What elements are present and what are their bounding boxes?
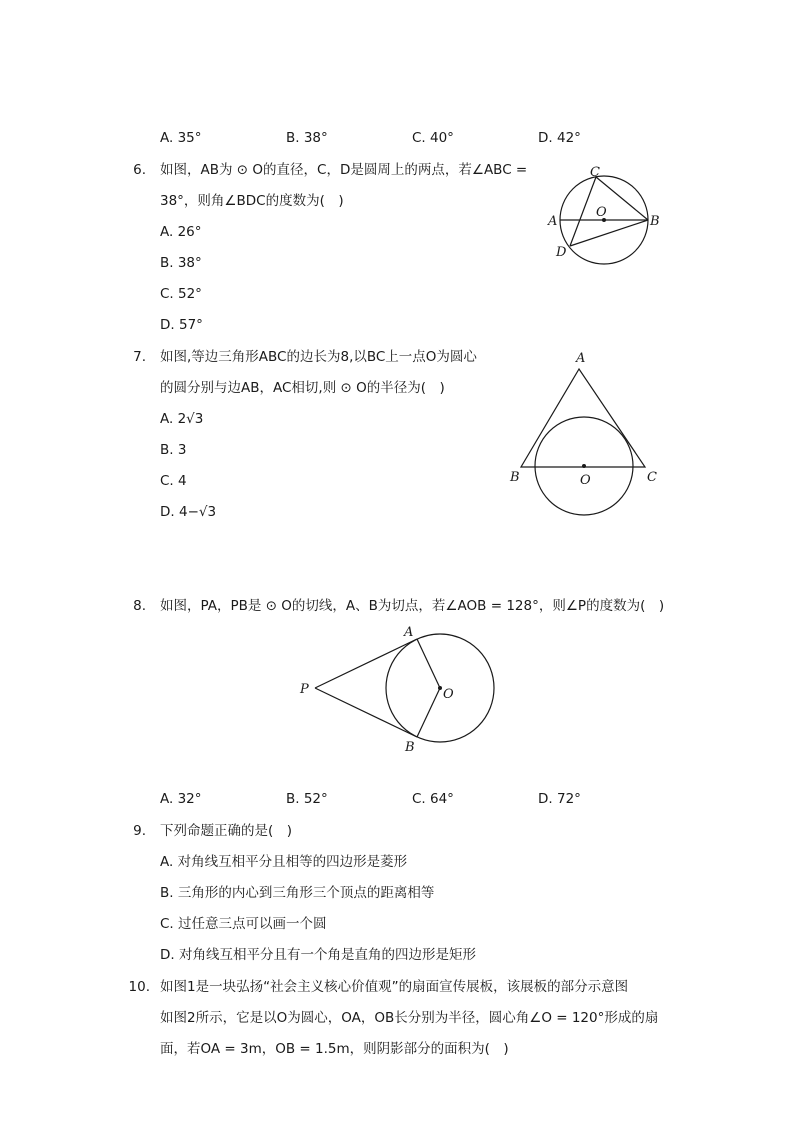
q9-option-b[interactable]: B. 三角形的内心到三角形三个顶点的距离相等: [160, 885, 435, 901]
q6-circle-figure: [540, 158, 670, 270]
q7-stem-line2: 的圆分别与边AB，AC相切,则 ⊙ O的半径为( ): [160, 380, 445, 396]
q8-stem: 如图，PA，PB是 ⊙ O的切线，A、B为切点，若∠AOB = 128°，则∠P的度数为( ): [160, 598, 665, 614]
q8-option-c[interactable]: C. 64°: [412, 791, 454, 807]
q8-label-b: B: [405, 740, 415, 755]
q5-option-b[interactable]: B. 38°: [286, 130, 328, 146]
q7-option-c[interactable]: C. 4: [160, 473, 187, 489]
q8-tangent-figure: [290, 618, 510, 758]
q6-label-o: O: [596, 205, 607, 220]
q7-label-b: B: [510, 470, 520, 485]
q10-stem-line1: 如图1是一块弘扬“社会主义核心价值观”的扇面宣传展板，该展板的部分示意图: [160, 979, 629, 995]
q9-stem: 下列命题正确的是( ): [160, 823, 293, 839]
q8-label-o: O: [443, 687, 454, 702]
q7-option-d[interactable]: D. 4−√3: [160, 504, 217, 520]
q5-option-d[interactable]: D. 42°: [538, 130, 581, 146]
q6-stem-line1: 如图，AB为 ⊙ O的直径，C，D是圆周上的两点，若∠ABC =: [160, 162, 528, 178]
q7-label-a: A: [576, 351, 586, 366]
q8-label-p: P: [300, 682, 309, 697]
q6-stem-line2: 38°，则角∠BDC的度数为( ): [160, 193, 344, 209]
q9-option-a[interactable]: A. 对角线互相平分且相等的四边形是菱形: [160, 854, 408, 870]
q8-label-a: A: [404, 625, 414, 640]
q8-tangent-pa: [315, 639, 417, 688]
q8-tangent-pb: [315, 688, 417, 737]
q6-option-b[interactable]: B. 38°: [160, 255, 202, 271]
q8-radius-ob: [417, 688, 440, 737]
q6-option-a[interactable]: A. 26°: [160, 224, 202, 240]
q7-option-a[interactable]: A. 2√3: [160, 411, 204, 427]
q10-number: 10.: [128, 979, 150, 995]
q6-label-d: D: [556, 245, 567, 260]
q6-label-c: C: [590, 165, 600, 180]
q9-number: 9.: [133, 823, 146, 839]
q5-option-c[interactable]: C. 40°: [412, 130, 454, 146]
q6-label-a: A: [548, 214, 558, 229]
q6-chord-db: [570, 220, 648, 246]
q8-radius-oa: [417, 639, 440, 688]
q7-label-o: O: [580, 473, 591, 488]
q7-number: 7.: [133, 349, 146, 365]
q7-center-point: [582, 464, 586, 468]
q9-option-c[interactable]: C. 过任意三点可以画一个圆: [160, 916, 327, 932]
q6-option-d[interactable]: D. 57°: [160, 317, 203, 333]
q8-number: 8.: [133, 598, 146, 614]
q10-stem-line3: 面，若OA = 3m，OB = 1.5m，则阴影部分的面积为( ): [160, 1041, 509, 1057]
q7-label-c: C: [647, 470, 657, 485]
q9-option-d[interactable]: D. 对角线互相平分且有一个角是直角的四边形是矩形: [160, 947, 476, 963]
q8-center-point: [438, 686, 442, 690]
q5-option-a[interactable]: A. 35°: [160, 130, 202, 146]
q7-option-b[interactable]: B. 3: [160, 442, 187, 458]
q8-option-b[interactable]: B. 52°: [286, 791, 328, 807]
q7-stem-line1: 如图,等边三角形ABC的边长为8,以BC上一点O为圆心: [160, 349, 477, 365]
q6-number: 6.: [133, 162, 146, 178]
q8-option-d[interactable]: D. 72°: [538, 791, 581, 807]
q8-option-a[interactable]: A. 32°: [160, 791, 202, 807]
q7-triangle-abc: [521, 369, 645, 467]
q7-triangle-figure: [500, 345, 670, 520]
q6-option-c[interactable]: C. 52°: [160, 286, 202, 302]
q10-stem-line2: 如图2所示，它是以O为圆心，OA，OB长分别为半径，圆心角∠O = 120°形成的扇: [160, 1010, 659, 1026]
q6-label-b: B: [650, 214, 660, 229]
